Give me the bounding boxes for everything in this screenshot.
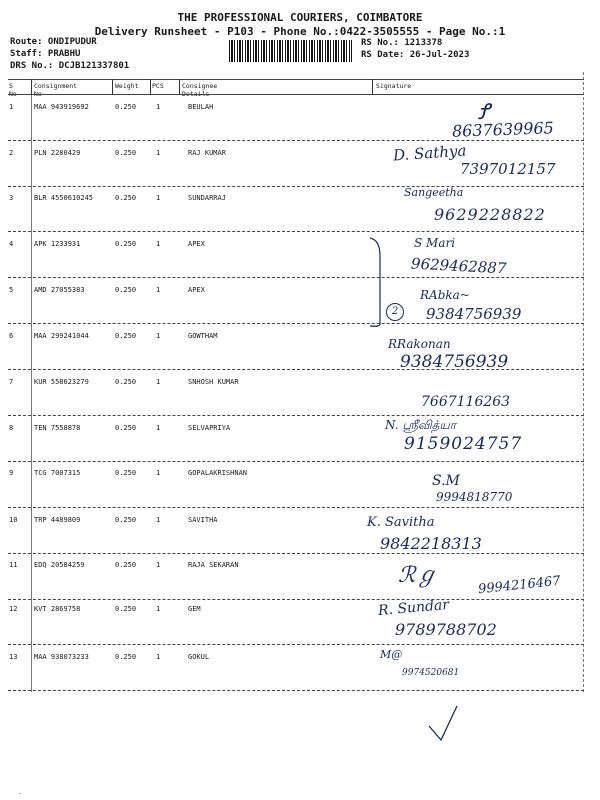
row-pcs: 1 [156,424,161,432]
sig-phone-9: 9994818770 [436,490,513,504]
row-divider [8,507,584,508]
row-weight: 0.250 [115,653,137,661]
row-consignment: EDQ 20584259 [34,561,85,569]
table-row [0,332,600,348]
sig-name-12: R. Sundar [377,596,450,620]
table-bottom-divider [8,690,584,691]
row-consignee: GOPALAKRISHNAN [188,469,248,477]
sig-name-3: Sangeetha [404,186,464,199]
row-consignment: BLR 4550610245 [34,194,94,202]
row-sno: 2 [9,149,14,157]
row-consignment: KVT 2869758 [34,605,81,613]
row-pcs: 1 [156,653,161,661]
table-row [0,240,600,256]
row-divider [8,277,584,278]
row-weight: 0.250 [115,469,137,477]
col-sno: S No [9,82,17,98]
row-sno: 6 [9,332,14,340]
row-weight: 0.250 [115,103,137,111]
row-weight: 0.250 [115,194,137,202]
col-pcs: PCS [152,82,164,90]
row-weight: 0.250 [115,149,137,157]
table-row [0,378,600,394]
row-consignment: MAA 299241044 [34,332,89,340]
col-divider [150,79,151,95]
check-mark-icon [425,700,465,745]
table-row [0,103,600,119]
sig-phone-12: 9789788702 [395,620,497,639]
row-consignment: AMD 27055383 [34,286,85,294]
sig-scribble-5: RAbka~ [420,288,470,302]
row-consignment: TCG 7007315 [34,469,81,477]
signature-scribble-1: Ꝭ [478,100,490,125]
row-divider [8,231,584,232]
col-consignee: Consignee Details [182,82,218,98]
row-divider [8,323,584,324]
table-row [0,653,600,669]
col-signature: Signature [376,82,412,90]
col-divider [179,79,180,95]
sig-phone-8: 9159024757 [404,434,523,454]
row-sno: 10 [9,516,18,524]
sig-name-10: K. Savitha [367,515,435,530]
rs-number: RS No.: 1213378 [361,38,443,48]
row-consignment: MAA 943919692 [34,103,89,111]
row-weight: 0.250 [115,516,137,524]
col-weight: Weight [115,82,139,90]
col-consignment: Consignment No [34,82,78,98]
row-consignee: APEX [188,240,205,248]
sig-phone-6: 9384756939 [400,352,509,372]
row-sno: 1 [9,103,14,111]
col-divider [372,79,373,95]
table-top-rule [8,79,584,80]
col-divider [112,79,113,95]
row-pcs: 1 [156,332,161,340]
row-consignee: SAVITHA [188,516,218,524]
table-row [0,605,600,621]
row-weight: 0.250 [115,424,137,432]
company-title: THE PROFESSIONAL COURIERS, COIMBATORE [177,11,423,24]
row-pcs: 1 [156,516,161,524]
row-sno: 9 [9,469,14,477]
table-row [0,469,600,485]
row-consignee: GOKUL [188,653,210,661]
row-sno: 11 [9,561,18,569]
row-pcs: 1 [156,378,161,386]
row-sno: 8 [9,424,14,432]
row-consignee: APEX [188,286,205,294]
sig-name-4: S Mari [414,236,456,250]
sig-name-2: D. Sathya [392,141,467,165]
row-pcs: 1 [156,286,161,294]
sig-name-9: S.M [432,473,460,489]
row-consignment: MAA 938073233 [34,653,89,661]
staff-label: Staff: PRABHU [10,49,81,59]
drs-number: DRS No.: DCJB121337801 [10,61,130,71]
row-weight: 0.250 [115,240,137,248]
row-pcs: 1 [156,561,161,569]
bracket-mark [368,236,384,328]
row-pcs: 1 [156,149,161,157]
table-header-rule [8,94,584,95]
row-weight: 0.250 [115,561,137,569]
row-consignee: SNHOSH KUMAR [188,378,239,386]
row-consignment: KUR 558623279 [34,378,89,386]
row-divider [8,644,584,645]
runsheet-subtitle: Delivery Runsheet - P103 - Phone No.:0422-3505555 - Page No.:1 [94,25,506,38]
row-sno: 4 [9,240,14,248]
sig-phone-4: 9629462887 [410,254,507,278]
sig-phone-10: 9842218313 [380,534,482,553]
row-consignee: BEULAH [188,103,214,111]
row-divider [8,553,584,554]
row-divider [8,599,584,600]
barcode [229,40,352,62]
table-row [0,561,600,577]
row-consignee: GOWTHAM [188,332,218,340]
row-weight: 0.250 [115,605,137,613]
sig-phone-5: 9384756939 [426,305,522,323]
row-consignment: TRP 4489809 [34,516,81,524]
sig-name-6: RRakonan [388,337,451,351]
row-sno: 12 [9,605,18,613]
row-pcs: 1 [156,194,161,202]
col-divider [31,79,32,95]
row-divider [8,461,584,462]
row-consignee: SELVAPRIYA [188,424,231,432]
sig-phone-3: 9629228822 [434,205,546,224]
row-pcs: 1 [156,605,161,613]
row-pcs: 1 [156,469,161,477]
table-row [0,286,600,302]
row-consignee: RAJ KUMAR [188,149,226,157]
rs-date: RS Date: 26-Jul-2023 [361,50,470,60]
sig-phone-11: 9994216467 [477,573,562,598]
row-sno: 13 [9,653,18,661]
row-sno: 5 [9,286,14,294]
row-consignee: RAJA SEKARAN [188,561,239,569]
row-divider [8,415,584,416]
row-consignee: GEM [188,605,201,613]
sig-phone-7: 7667116263 [421,394,511,410]
row-sno: 3 [9,194,14,202]
row-consignment: PLN 2280429 [34,149,81,157]
row-pcs: 1 [156,240,161,248]
row-pcs: 1 [156,103,161,111]
sig-scribble-11: ℛℊ [398,563,438,588]
route-label: Route: ONDIPUDUR [10,37,97,47]
row-divider [8,186,584,187]
row-consignment: TEN 7558878 [34,424,81,432]
table-row [0,516,600,532]
sig-phone-2: 7397012157 [460,160,556,178]
row-sno: 7 [9,378,14,386]
circled-mark: 2 [386,303,404,321]
row-consignee: SUNDARRAJ [188,194,226,202]
row-weight: 0.250 [115,332,137,340]
sig-phone-1: 8637639965 [451,118,555,141]
row-divider [8,140,584,141]
row-weight: 0.250 [115,286,137,294]
row-consignment: APK 1233931 [34,240,81,248]
sig-name-13: M@ [380,648,403,661]
sig-name-8: N. ஸ்ரீவித்யா [385,418,456,432]
sig-phone-13: 9974520681 [402,668,460,678]
scan-speck: · [18,790,23,798]
row-weight: 0.250 [115,378,137,386]
